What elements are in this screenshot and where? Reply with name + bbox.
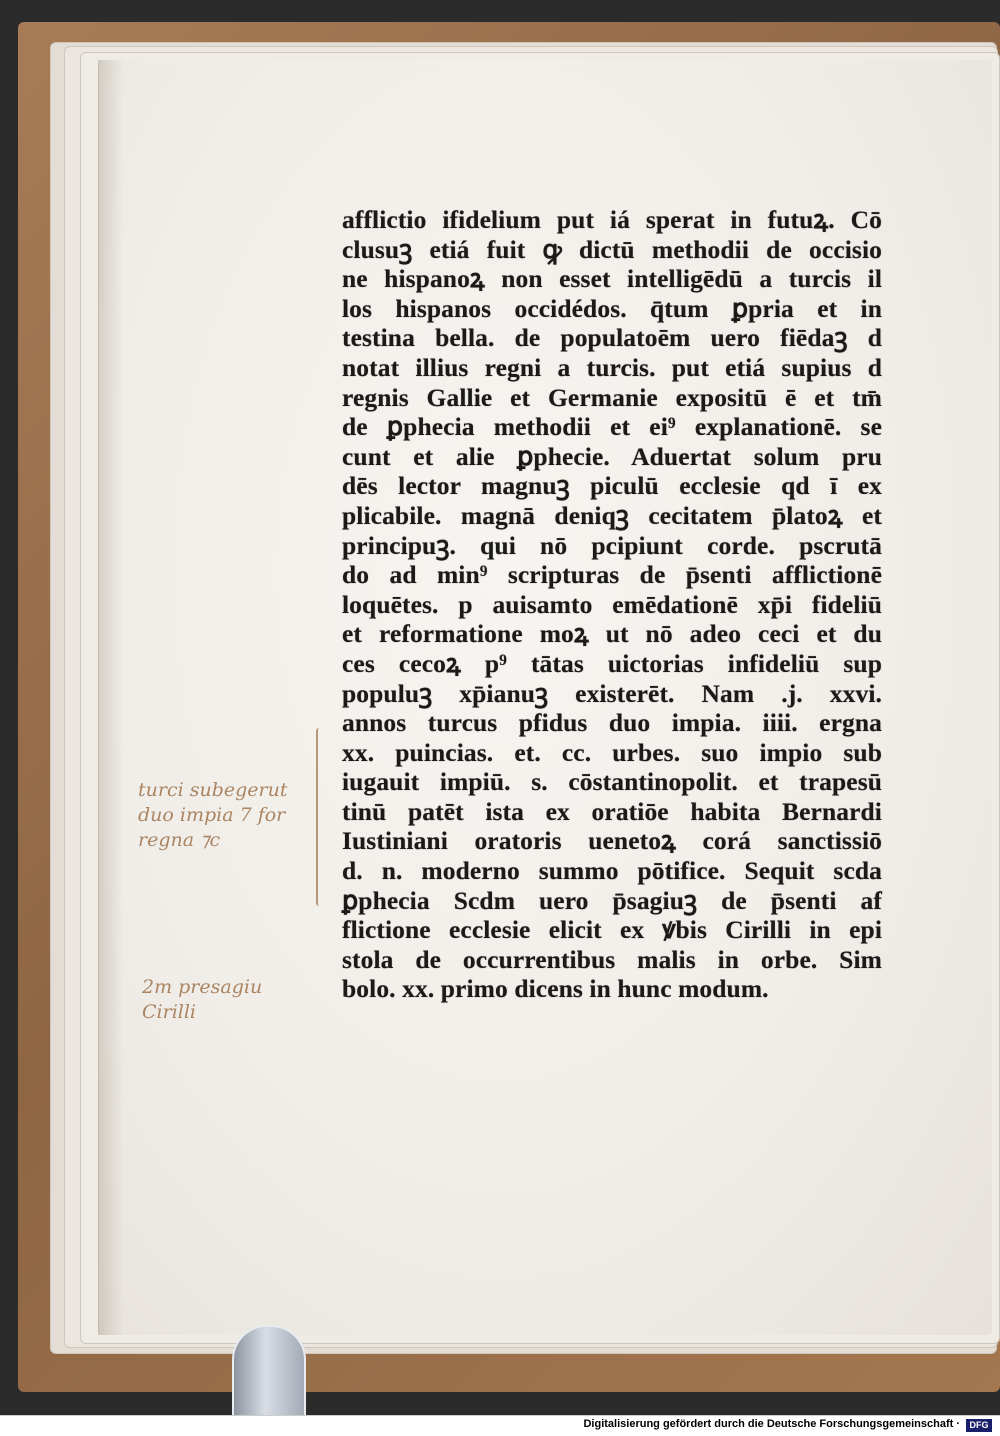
text-line: populuꝫ xp̄ianuꝫ existerēt. Nam .j. xxvi.	[342, 678, 882, 708]
text-line: cunt et alie ꝑphecie. Aduertat solum pru	[342, 441, 882, 471]
text-line: ꝑphecia Scdm uero p̄sagiuꝫ de p̄senti af	[342, 885, 882, 915]
margin-note-line: Cirilli	[142, 1001, 197, 1023]
text-line: annos turcus pfidus duo impia. iiii. ergna	[342, 708, 882, 738]
dfg-credit-text: Digitalisierung gefördert durch die Deutsche Forschungsgemeinschaft ·	[583, 1418, 960, 1430]
printed-text-block	[342, 205, 882, 1004]
margin-note-line: 2m presagiu	[142, 976, 263, 998]
text-line: flictione ecclesie elicit ex ꝟbis Cirilli in epi	[342, 915, 882, 945]
text-line: regnis Gallie et Germanie expositū ē et tm̄	[342, 382, 882, 412]
digitization-footer	[0, 1415, 1000, 1436]
text-line: ne hispanoꝝ non esset intelligēdū a turcis il	[342, 264, 882, 294]
text-line: notat illius regni a turcis. put etiá supius d	[342, 352, 882, 382]
dfg-logo-icon: DFG	[966, 1419, 992, 1432]
text-line: et reformatione moꝝ ut nō adeo ceci et du	[342, 619, 882, 649]
text-line: de ꝑphecia methodii et ei⁹ explanationē. se	[342, 412, 882, 442]
text-line: loquētes. p auisamto emēdationē xp̄i fideliū	[342, 589, 882, 619]
text-line: bolo. xx. primo dicens in hunc modum.	[342, 974, 769, 1004]
margin-note-line: regna ⁊c	[138, 829, 221, 851]
text-line: plicabile. magnā deniqꝫ cecitatem p̄latoꝝ et	[342, 500, 882, 530]
text-line: stola de occurrentibus malis in orbe. Sim	[342, 944, 882, 974]
text-line: ces cecoꝝ p⁹ tātas uictorias infideliū sup	[342, 648, 882, 678]
text-line: dēs lector magnuꝫ piculū ecclesie qd ī ex	[342, 471, 882, 501]
text-line: do ad min⁹ scripturas de p̄senti afflictionē	[342, 560, 882, 590]
text-line: clusuꝫ etiá fuit ꝙ dictū methodii de occisio	[342, 234, 882, 264]
text-line: Iustiniani oratoris uenetoꝝ corá sanctissiō	[342, 826, 882, 856]
text-line: los hispanos occidédos. q̄tum ꝑpria et in	[342, 293, 882, 323]
text-line: xx. puincias. et. cc. urbes. suo impio sub	[342, 737, 882, 767]
text-line: tinū patēt ista ex oratiōe habita Bernardi	[342, 796, 882, 826]
margin-note-presagium	[142, 975, 302, 1025]
margin-note-line: turci subegerut	[138, 779, 288, 801]
margin-note-line: duo impia 7 for	[138, 804, 286, 826]
text-line: testina bella. de populatoēm uero fiēdaꝫ d	[342, 323, 882, 353]
text-line: principuꝫ. qui nō pcipiunt corde. pscrutā	[342, 530, 882, 560]
page-gutter-shadow	[98, 60, 124, 1335]
text-line: iugauit impiū. s. cōstantinopolit. et trapesū	[342, 767, 882, 797]
page-clamp	[232, 1325, 306, 1415]
margin-note-turci	[138, 778, 318, 853]
text-line: d. n. moderno summo pōtifice. Sequit scda	[342, 856, 882, 886]
text-line: afflictio ifidelium put iá sperat in futuꝝ. Cō	[342, 205, 882, 234]
